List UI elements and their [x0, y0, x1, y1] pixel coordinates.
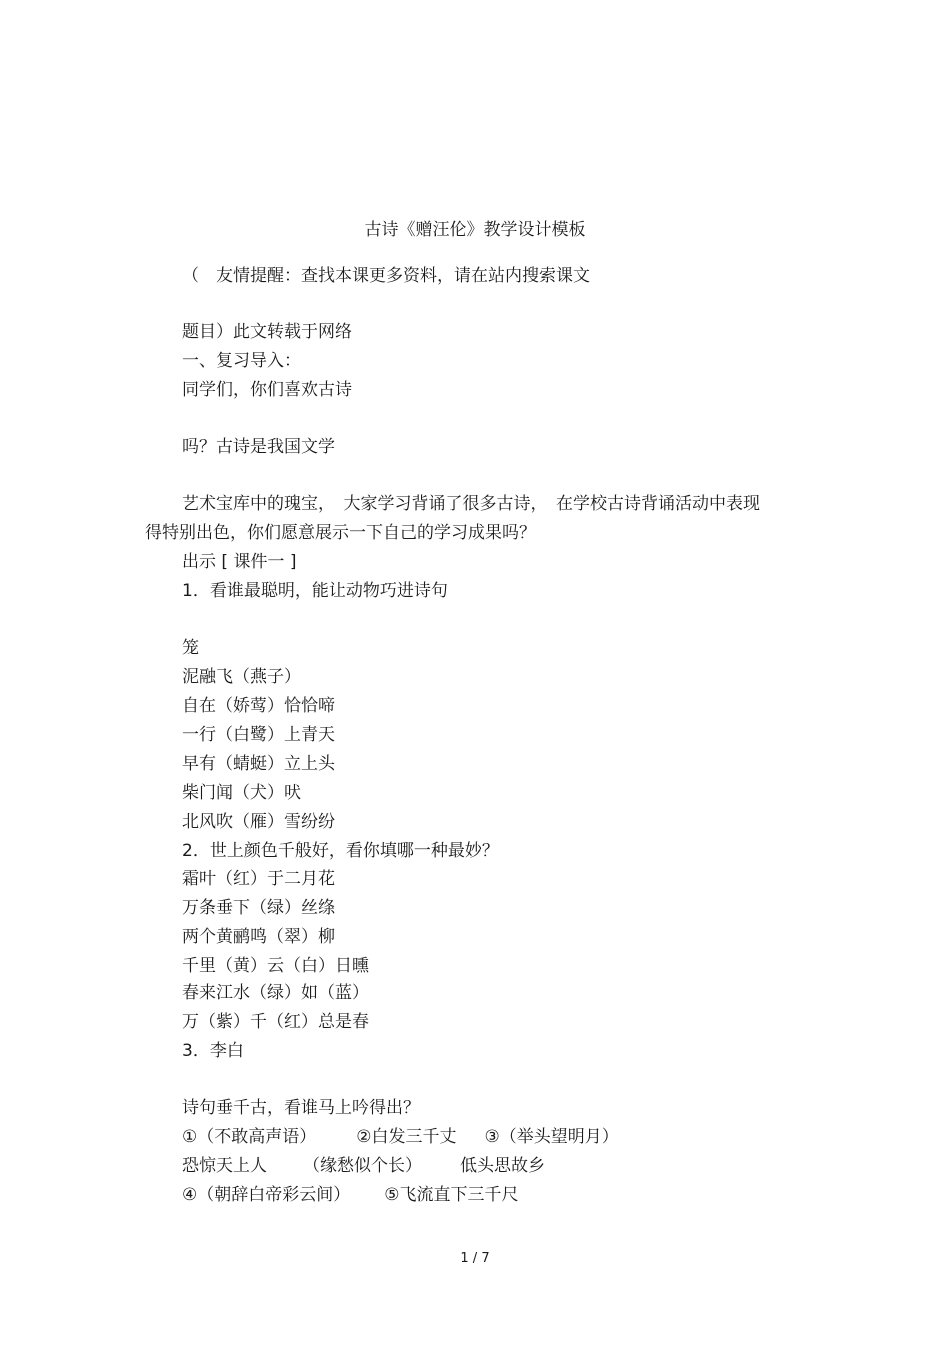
answer-item: （缘愁似个长）	[303, 1156, 422, 1176]
answer-row-1	[182, 1125, 619, 1149]
poem-line: 早有（蜻蜓）立上头	[182, 754, 335, 774]
answer-item: ②白发三千丈	[356, 1127, 457, 1147]
answer-row-2	[182, 1154, 545, 1178]
poem-line: 春来江水（绿）如（蓝）	[182, 983, 369, 1003]
page-number: 1 / 7	[460, 1251, 490, 1266]
source-note: 题目）此文转载于网络	[182, 322, 352, 342]
intro-line-4: 得特别出色，你们愿意展示一下自己的学习成果吗？	[145, 523, 536, 543]
intro-line-1: 同学们，你们喜欢古诗	[182, 380, 352, 400]
question-1: 1．看谁最聪明，能让动物巧进诗句	[182, 581, 448, 601]
poem-line: 泥融飞（燕子）	[182, 667, 301, 687]
poem-line: 笼	[182, 638, 199, 658]
intro-line-2: 吗？古诗是我国文学	[182, 437, 335, 457]
poem-line: 自在（娇莺）恰恰啼	[182, 696, 335, 716]
poem-line: 北风吹（雁）雪纷纷	[182, 812, 335, 832]
answer-item: 低头思故乡	[460, 1156, 545, 1176]
document-title: 古诗《赠汪伦》教学设计模板	[364, 220, 586, 240]
poem-line: 两个黄鹂鸣（翠）柳	[182, 927, 335, 947]
answer-item: ①（不敢高声语）	[182, 1127, 317, 1147]
poem-line: 万（紫）千（红）总是春	[182, 1012, 369, 1032]
answer-row-3	[182, 1183, 519, 1207]
section-heading: 一、复习导入：	[182, 351, 301, 371]
question-3: 3．李白	[182, 1041, 244, 1061]
reminder-text: （ 友情提醒：查找本课更多资料，请在站内搜索课文	[182, 266, 590, 286]
answer-item: 恐惊天上人	[182, 1156, 267, 1176]
poem-line: 万条垂下（绿）丝绦	[182, 898, 335, 918]
poem-line: 柴门闻（犬）吠	[182, 783, 301, 803]
intro-line-3: 艺术宝库中的瑰宝， 大家学习背诵了很多古诗， 在学校古诗背诵活动中表现	[182, 494, 760, 514]
answer-item: ③（举头望明月）	[484, 1127, 619, 1147]
courseware-label: 出示 [ 课件一 ]	[182, 552, 297, 572]
poem-line: 霜叶（红）于二月花	[182, 869, 335, 889]
poem-line: 千里（黄）云（白）日曛	[182, 956, 369, 976]
question-2: 2．世上颜色千般好，看你填哪一种最妙？	[182, 841, 499, 861]
question-3-prompt: 诗句垂千古，看谁马上吟得出？	[182, 1098, 420, 1118]
poem-line: 一行（白鹭）上青天	[182, 725, 335, 745]
answer-item: ⑤飞流直下三千尺	[384, 1185, 519, 1205]
answer-item: ④（朝辞白帝彩云间）	[182, 1185, 351, 1205]
